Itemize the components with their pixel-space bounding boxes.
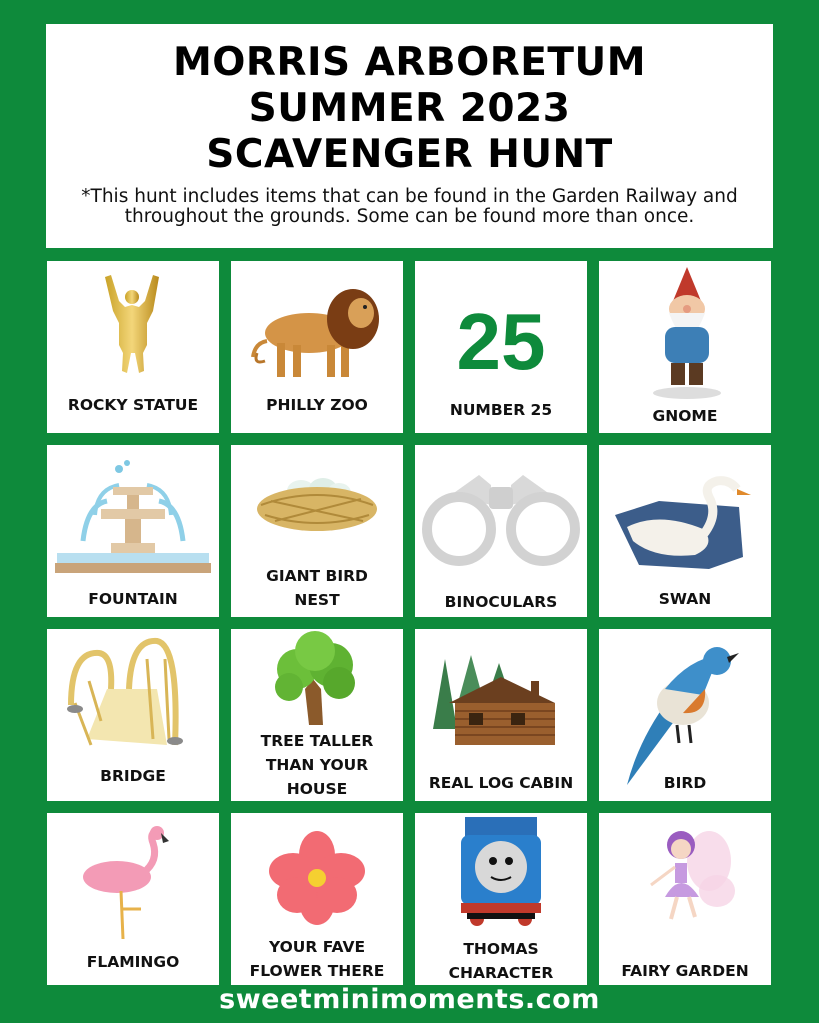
note-line-1: *This hunt includes items that can be found in the Garden Railway and bbox=[81, 186, 738, 207]
item-label: GNOME bbox=[652, 407, 718, 425]
page-title bbox=[46, 24, 773, 178]
title-line-1: MORRIS ARBORETUM bbox=[172, 40, 647, 85]
site-footer: sweetminimoments.com bbox=[219, 984, 600, 1015]
hunt-item-number-25 bbox=[415, 261, 587, 433]
hunt-note bbox=[46, 187, 773, 227]
item-label: BINOCULARS bbox=[444, 593, 558, 611]
hunt-item-bridge bbox=[47, 629, 219, 801]
item-label: PHILLY ZOO bbox=[266, 396, 368, 414]
item-label: THOMAS CHARACTER bbox=[448, 940, 554, 982]
hunt-item-real-log-cabin bbox=[415, 629, 587, 801]
hunt-item-swan bbox=[599, 445, 771, 617]
item-label: GIANT BIRD NEST bbox=[266, 567, 368, 609]
hunt-item-gnome bbox=[599, 261, 771, 433]
header-card bbox=[46, 24, 773, 248]
hunt-item-fairy-garden bbox=[599, 813, 771, 985]
item-label: TREE TALLER THAN YOUR HOUSE bbox=[260, 732, 374, 798]
item-label: FLAMINGO bbox=[86, 953, 180, 971]
item-label: REAL LOG CABIN bbox=[428, 774, 574, 792]
note-line-2: throughout the grounds. Some can be found more than once. bbox=[124, 206, 695, 227]
item-label: SWAN bbox=[658, 590, 712, 608]
item-label: YOUR FAVE FLOWER THERE bbox=[249, 938, 385, 980]
hunt-item-philly-zoo bbox=[231, 261, 403, 433]
hunt-item-tree bbox=[231, 629, 403, 801]
item-label: FAIRY GARDEN bbox=[621, 962, 749, 980]
item-label: BIRD bbox=[663, 774, 707, 792]
item-label: BRIDGE bbox=[100, 767, 166, 785]
hunt-item-bird bbox=[599, 629, 771, 801]
item-label: NUMBER 25 bbox=[449, 401, 553, 419]
hunt-item-giant-bird-nest bbox=[231, 445, 403, 617]
hunt-item-fountain bbox=[47, 445, 219, 617]
item-label: ROCKY STATUE bbox=[67, 396, 199, 414]
hunt-item-flower bbox=[231, 813, 403, 985]
item-label: FOUNTAIN bbox=[88, 590, 178, 608]
number-25: 25 bbox=[456, 297, 546, 386]
hunt-item-binoculars bbox=[415, 445, 587, 617]
hunt-item-rocky-statue bbox=[47, 261, 219, 433]
hunt-item-thomas bbox=[415, 813, 587, 985]
hunt-item-flamingo bbox=[47, 813, 219, 985]
title-line-2: SUMMER 2023 bbox=[248, 86, 571, 131]
title-line-3: SCAVENGER HUNT bbox=[206, 132, 613, 177]
